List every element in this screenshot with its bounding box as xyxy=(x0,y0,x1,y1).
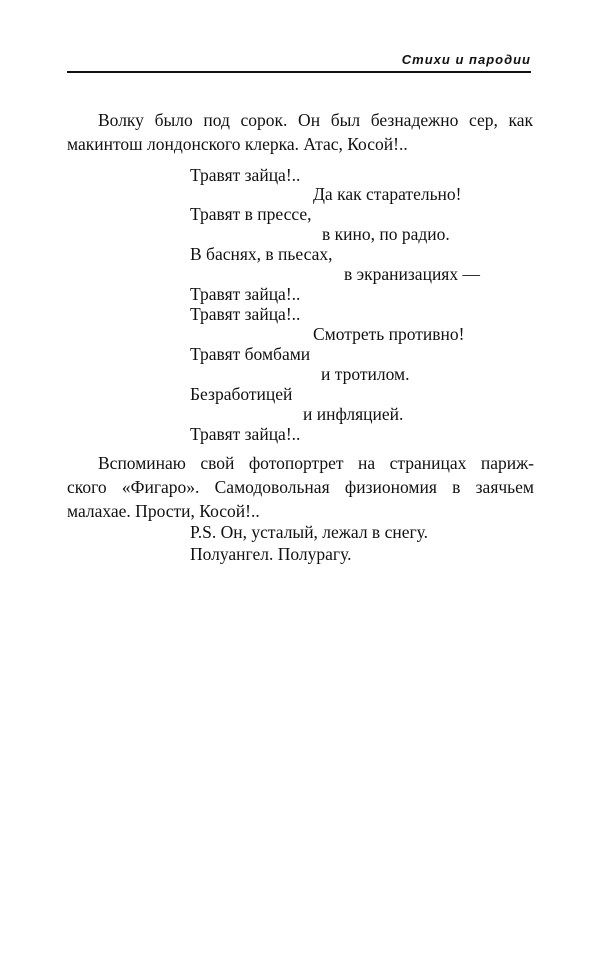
poem-line: в кино, по радио. xyxy=(322,224,450,244)
poem-line: и тротилом. xyxy=(321,364,410,384)
postscript-line: P.S. Он, усталый, лежал в снегу. xyxy=(190,522,429,542)
poem-line: Травят бомбами xyxy=(190,344,311,364)
paragraph-line: Вспоминаю свой фотопортрет на страницах париж- xyxy=(98,453,534,473)
paragraph-line: Волку было под сорок. Он был безнадежно сер, как xyxy=(98,110,533,130)
paragraph-intro xyxy=(67,108,533,156)
postscript-line: Полуангел. Полурагу. xyxy=(190,544,352,564)
poem-line: Смотреть противно! xyxy=(313,324,465,344)
poem-line: Безработицей xyxy=(190,384,293,404)
paragraph-recollection xyxy=(67,451,534,523)
poem-line: Да как старательно! xyxy=(313,184,462,204)
paragraph-line: ского «Фигаро». Самодовольная физиономия в заячьем xyxy=(67,477,534,497)
poem-line: Травят зайца!.. xyxy=(190,304,301,324)
poem-line: Травят зайца!.. xyxy=(190,424,301,444)
header-rule xyxy=(67,71,531,73)
paragraph-line: макинтош лондонского клерка. Атас, Косой!.. xyxy=(67,134,408,154)
paragraph-line: малахае. Прости, Косой!.. xyxy=(67,501,260,521)
poem-line: и инфляцией. xyxy=(303,404,404,424)
poem-line: В баснях, в пьесах, xyxy=(190,244,333,264)
poem-line: Травят зайца!.. xyxy=(190,165,301,185)
poem-line: в экранизациях — xyxy=(344,264,480,284)
poem-line: Травят зайца!.. xyxy=(190,284,301,304)
running-header-title: Стихи и пародии xyxy=(401,52,531,67)
poem-line: Травят в прессе, xyxy=(190,204,312,224)
